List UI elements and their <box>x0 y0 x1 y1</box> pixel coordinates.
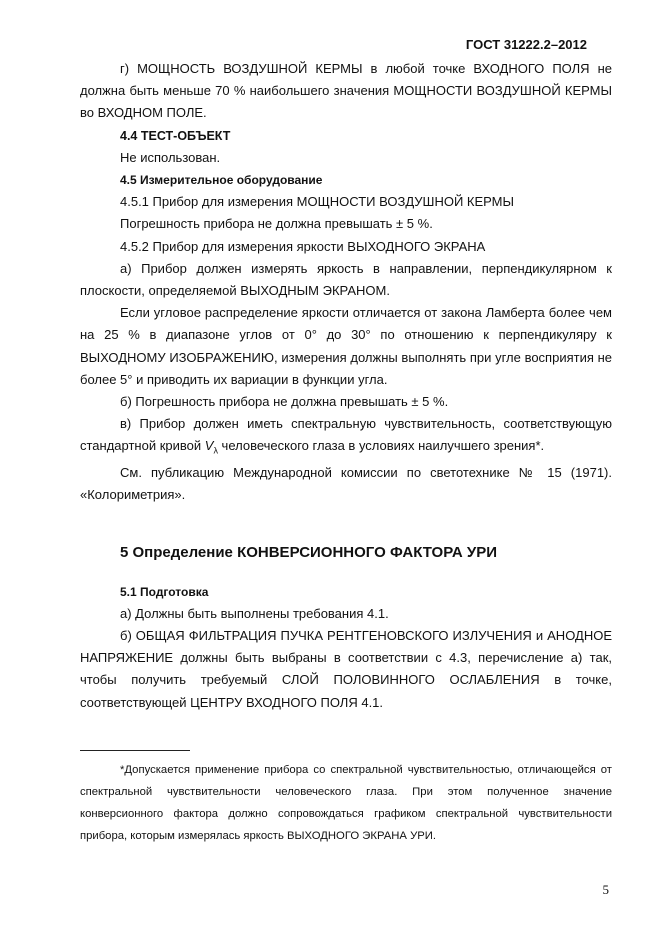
v-symbol: V <box>204 438 214 454</box>
paragraph-not-used: Не использован. <box>120 149 221 165</box>
paragraph-cie-reference: См. публикацию Международной комиссии по светотехнике № 15 (1971). «Колориметрия». <box>80 465 612 503</box>
paragraph-4-5-2: 4.5.2 Прибор для измерения яркости ВЫХОДНОГО ЭКРАНА <box>120 238 486 254</box>
paragraph-g: г) МОЩНОСТЬ ВОЗДУШНОЙ КЕРМЫ в любой точке ВХОДНОГО ПОЛЯ не должна быть меньше 70 % наибольшего значения МОЩНОСТИ ВОЗДУШНОЙ КЕРМЫ во ВХОДНОМ ПОЛЕ. <box>80 61 612 121</box>
heading-5-1: 5.1 Подготовка <box>120 584 209 599</box>
lambda-subscript: λ <box>213 446 218 457</box>
section-5-title: 5 Определение КОНВЕРСИОННОГО ФАКТОРА УРИ <box>120 543 497 561</box>
paragraph-v <box>80 413 612 462</box>
paragraph-4-5-1: 4.5.1 Прибор для измерения МОЩНОСТИ ВОЗДУШНОЙ КЕРМЫ <box>120 194 515 210</box>
paragraph-lambert: Если угловое распределение яркости отличается от закона Ламберта более чем на 25 % в диапазоне углов от 0° до 30° по отношению к перпендикуляру к ВЫХОДНОМУ ИЗОБРАЖЕНИЮ, измерения должны выполнять при угле восприятия не более 5° и приводить их вариации в функции угла. <box>80 305 612 387</box>
paragraph-v-end: человеческого глаза в условиях наилучшего зрения*. <box>217 438 545 454</box>
paragraph-5-1-a: а) Должны быть выполнены требования 4.1. <box>120 605 389 621</box>
page-number: 5 <box>602 882 609 897</box>
heading-4-5: 4.5 Измерительное оборудование <box>120 173 323 188</box>
page-body <box>80 58 612 714</box>
footnote-separator <box>80 750 190 751</box>
heading-4-4: 4.4 ТЕСТ-ОБЪЕКТ <box>120 128 231 143</box>
paragraph-b: б) Погрешность прибора не должна превышать ± 5 %. <box>120 394 449 410</box>
paragraph-v-start: в) Прибор должен иметь спектральную чувствительность, соответствующую стандартной кривой <box>80 416 612 454</box>
paragraph-5-1-b: б) ОБЩАЯ ФИЛЬТРАЦИЯ ПУЧКА РЕНТГЕНОВСКОГО ИЗЛУЧЕНИЯ и АНОДНОЕ НАПРЯЖЕНИЕ должны быть выбраны в соответствии с 4.3, перечисление а) так, чтобы получить требуемый СЛОЙ ПОЛОВИННОГО ОСЛАБЛЕНИЯ в точке, соответствующей ЦЕНТРУ ВХОДНОГО ПОЛЯ 4.1. <box>80 628 612 710</box>
footnote: *Допускается применение прибора со спектральной чувствительностью, отличающейся от спектральной чувствительности человеческого глаза. При этом полученное значение конверсионного фактора должно сопровождаться графиком спектральной чувствительности прибора, которым измерялась яркость ВЫХОДНОГО ЭКРАНА УРИ. <box>80 764 612 842</box>
paragraph-error-1: Погрешность прибора не должна превышать ± 5 %. <box>120 216 433 232</box>
paragraph-a: а) Прибор должен измерять яркость в направлении, перпендикулярном к плоскости, определяемой ВЫХОДНЫМ ЭКРАНОМ. <box>80 260 612 299</box>
document-standard-number: ГОСТ 31222.2–2012 <box>465 37 587 52</box>
